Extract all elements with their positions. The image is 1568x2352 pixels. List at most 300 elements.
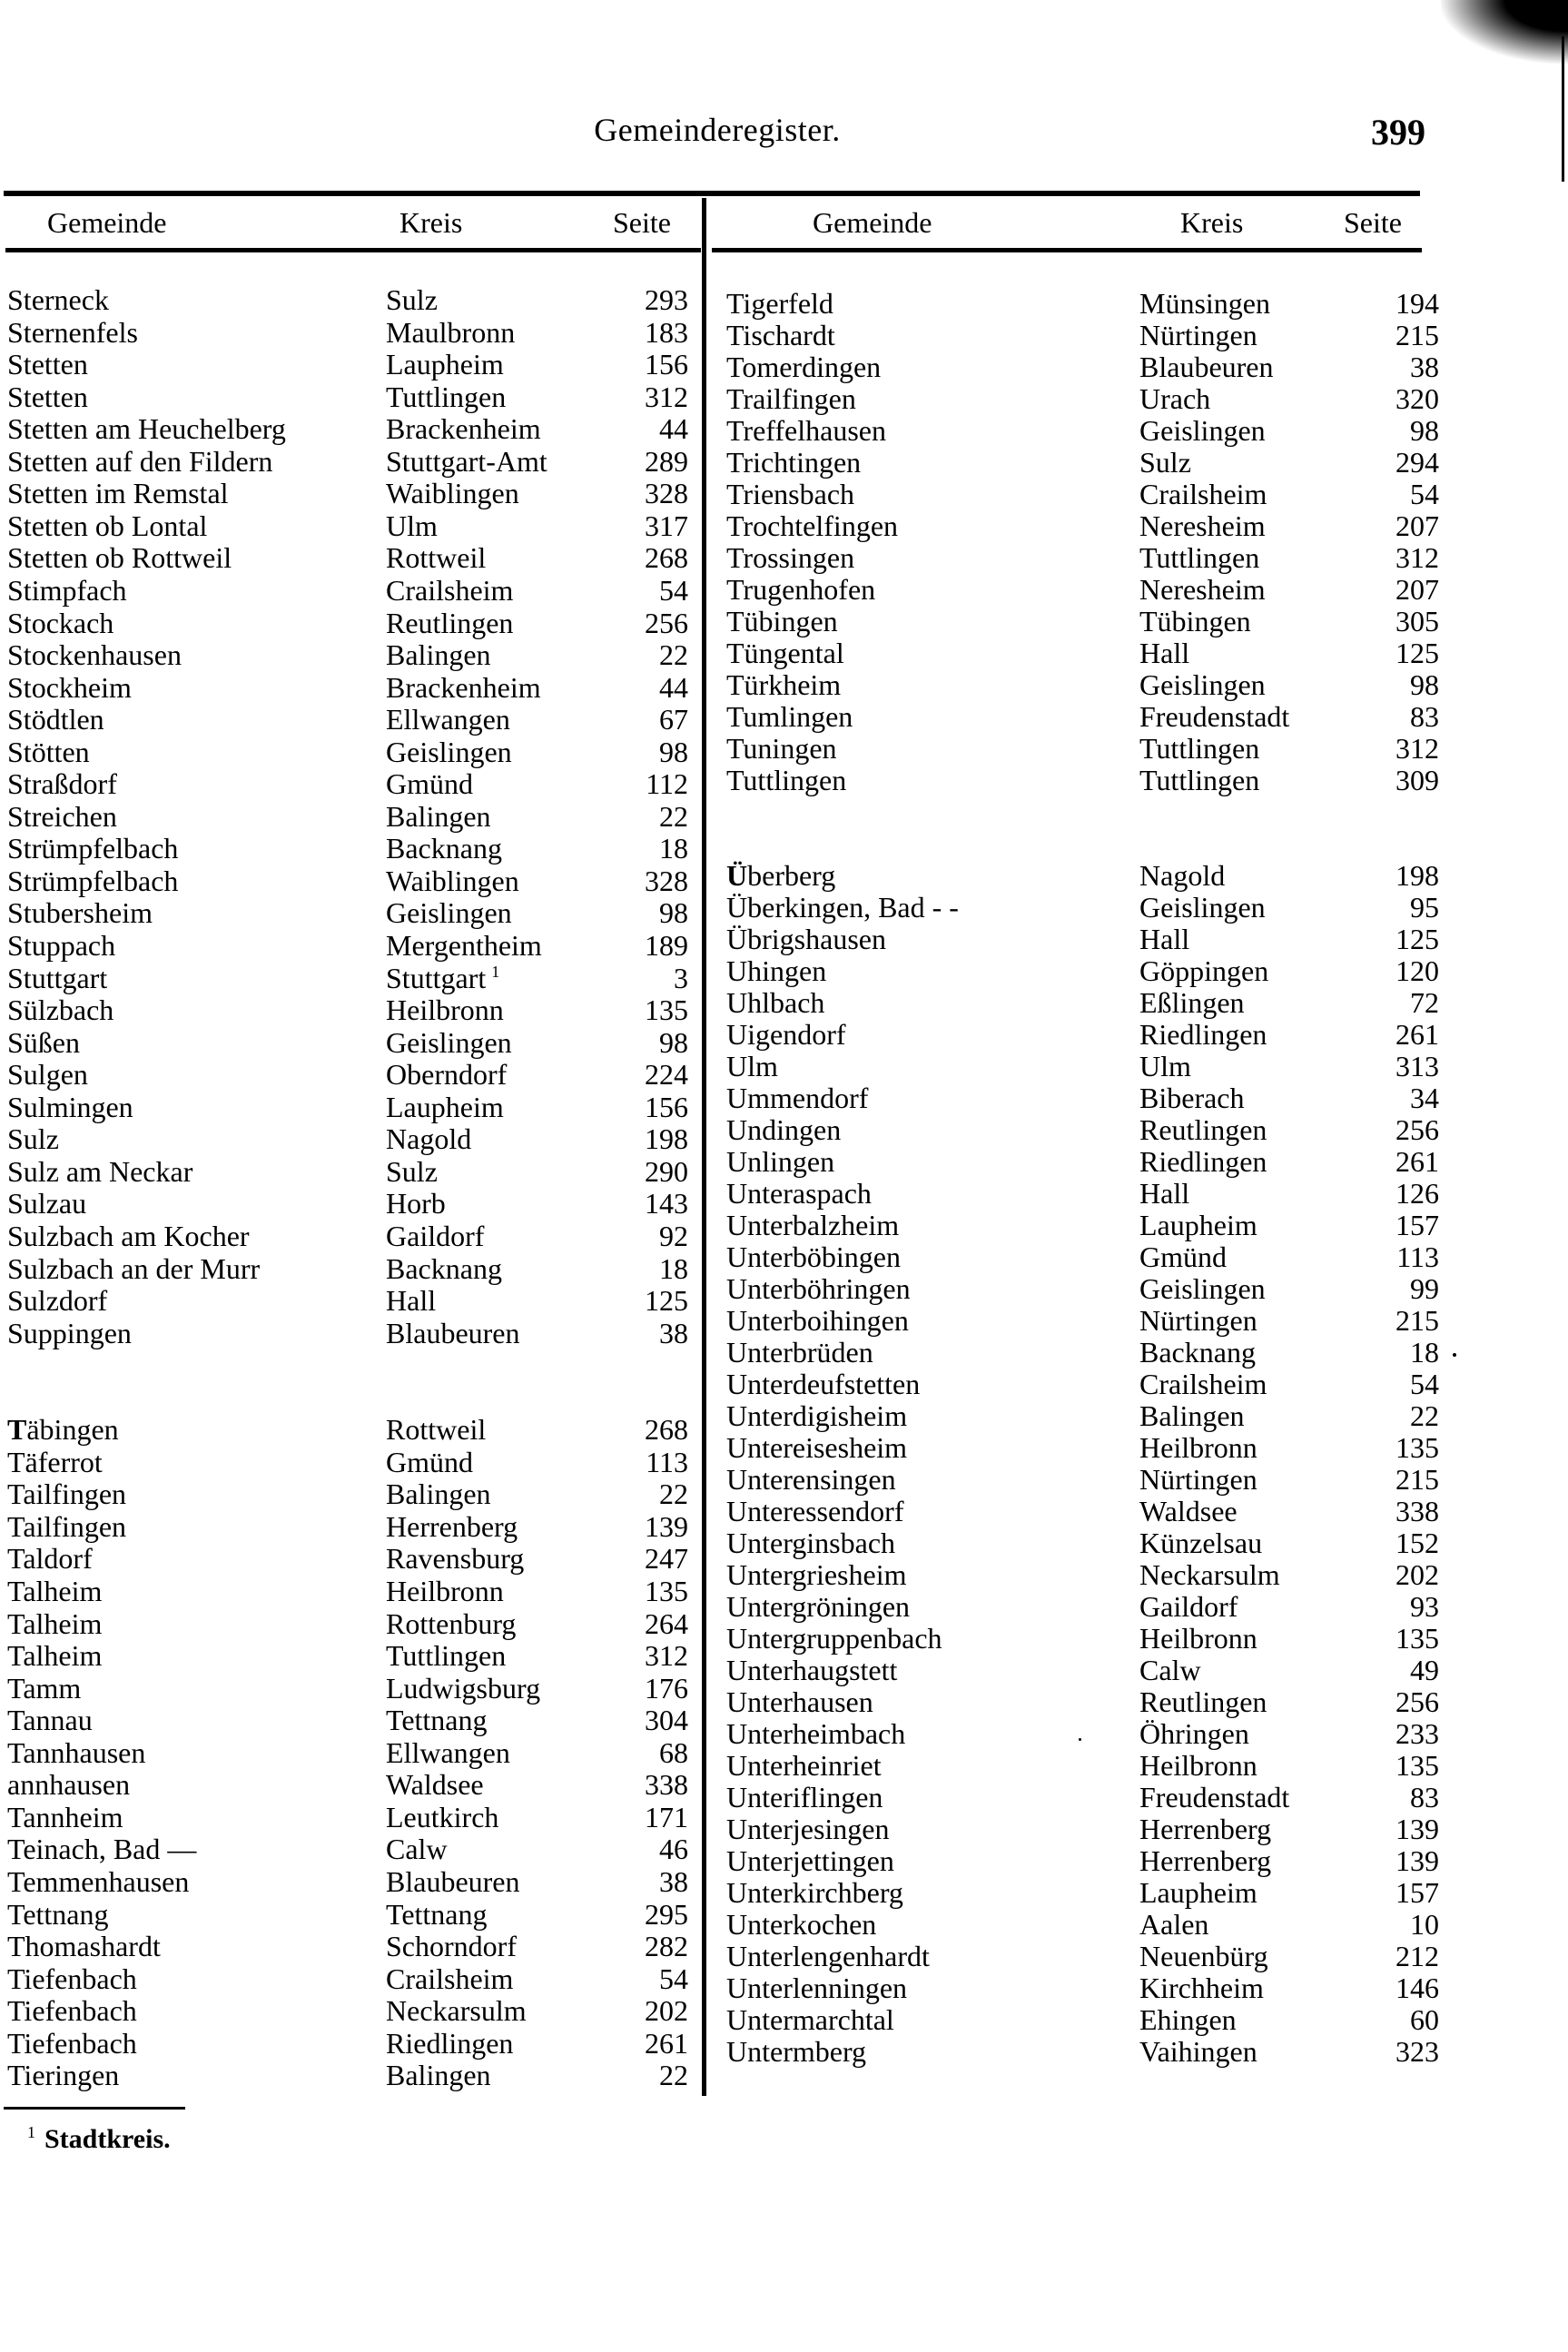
kreis-text: Hall xyxy=(1139,1177,1190,1210)
kreis-name xyxy=(1139,1685,1267,1718)
kreis-text: Balingen xyxy=(1139,1399,1245,1432)
kreis-text: Göppingen xyxy=(1139,954,1269,987)
kreis-text: Neuenbürg xyxy=(1139,1940,1268,1972)
gemeinde-name: Unterjettingen xyxy=(726,1844,894,1877)
page-reference: 135 xyxy=(1395,1431,1439,1464)
footnote-mark: 1 xyxy=(27,2123,35,2141)
page-reference: 22 xyxy=(659,1477,688,1511)
page-reference: 294 xyxy=(1395,446,1439,479)
page-reference: 18 xyxy=(659,1251,688,1285)
kreis-name xyxy=(386,962,499,994)
kreis-text: Oberndorf xyxy=(386,1058,508,1092)
header-bottom-rule-right xyxy=(712,248,1422,252)
page-reference: 256 xyxy=(645,606,688,639)
scan-speck xyxy=(1079,1738,1081,1741)
page-reference: 38 xyxy=(659,1316,688,1349)
kreis-name xyxy=(1139,1527,1262,1559)
page-reference: 22 xyxy=(659,799,688,833)
kreis-name xyxy=(1139,1145,1267,1178)
kreis-text: Backnang xyxy=(386,1251,502,1285)
kreis-text: Riedlingen xyxy=(1139,1018,1267,1051)
kreis-name xyxy=(1139,891,1266,924)
gemeinde-name: Stimpfach xyxy=(7,573,127,607)
kreis-name xyxy=(386,1704,488,1736)
kreis-text: Herrenberg xyxy=(1139,1844,1272,1877)
gemeinde-name: Untergruppenbach xyxy=(726,1622,942,1655)
gemeinde-name: Strümpfelbach xyxy=(7,864,179,897)
kreis-name xyxy=(386,1865,520,1898)
kreis-text: Sulz xyxy=(386,1154,438,1188)
kreis-name xyxy=(386,1284,436,1317)
gemeinde-name: Uhlbach xyxy=(726,986,825,1019)
kreis-name xyxy=(386,1672,540,1705)
kreis-name xyxy=(1139,1940,1268,1972)
kreis-text: Gmünd xyxy=(386,1445,473,1478)
page-reference: 207 xyxy=(1395,573,1439,606)
page-reference: 268 xyxy=(645,541,688,575)
page-reference: 98 xyxy=(659,896,688,930)
kreis-name xyxy=(386,1091,504,1123)
gemeinde-name: Unterheinriet xyxy=(726,1749,882,1782)
kreis-name xyxy=(386,509,438,542)
page-reference: 212 xyxy=(1395,1940,1439,1972)
page-reference: 38 xyxy=(1410,351,1439,383)
gemeinde-name: Unterdeufstetten xyxy=(726,1368,921,1400)
kreis-name xyxy=(386,1962,513,1995)
kreis-text: Hall xyxy=(1139,637,1190,669)
kreis-name xyxy=(1139,1209,1257,1241)
kreis-text: Hall xyxy=(1139,923,1190,955)
kreis-name xyxy=(386,1575,504,1607)
gemeinde-name: Tieringen xyxy=(7,2059,120,2092)
gemeinde-name: Tannhausen xyxy=(7,1735,146,1769)
kreis-name xyxy=(1139,1622,1257,1655)
gemeinde-name: Stetten auf den Fildern xyxy=(7,444,273,478)
kreis-name xyxy=(386,607,513,639)
page-reference: 113 xyxy=(646,1445,688,1478)
kreis-name xyxy=(1139,764,1259,796)
kreis-name xyxy=(386,1058,507,1091)
kreis-text: Ellwangen xyxy=(386,1735,510,1769)
kreis-name xyxy=(386,1801,498,1833)
kreis-text: Biberach xyxy=(1139,1082,1245,1114)
gemeinde-name: Tamm xyxy=(7,1671,82,1705)
page-reference: 317 xyxy=(645,509,688,542)
gemeinde-name: Stubersheim xyxy=(7,896,153,930)
kreis-text: Gmünd xyxy=(1139,1240,1227,1273)
kreis-text: Vaihingen xyxy=(1139,2035,1257,2068)
gemeinde-name: Täferrot xyxy=(7,1445,103,1478)
page-reference: 143 xyxy=(645,1187,688,1220)
kreis-name xyxy=(1139,1336,1256,1369)
gemeinde-name: Tischardt xyxy=(726,319,835,351)
kreis-name xyxy=(1139,1717,1249,1750)
gemeinde-name: Sulz xyxy=(7,1122,59,1156)
kreis-text: Reutlingen xyxy=(386,606,514,639)
kreis-name xyxy=(1139,986,1245,1019)
kreis-name xyxy=(1139,637,1189,669)
kreis-name xyxy=(386,800,491,833)
kreis-text: Gmünd xyxy=(386,767,473,801)
page-reference: 171 xyxy=(645,1800,688,1833)
kreis-name xyxy=(1139,1082,1245,1114)
kreis-name xyxy=(386,767,473,800)
page-reference: 22 xyxy=(659,2059,688,2092)
gemeinde-name: Stockenhausen xyxy=(7,638,182,672)
page-reference: 312 xyxy=(1395,541,1439,574)
page-reference: 320 xyxy=(1395,382,1439,415)
kreis-text: Sulz xyxy=(386,283,438,316)
page-reference: 157 xyxy=(1395,1876,1439,1909)
gemeinde-name: Unterlengenhardt xyxy=(726,1940,930,1972)
kreis-text: Freudenstadt xyxy=(1139,1781,1290,1813)
kreis-name xyxy=(1139,287,1270,320)
page-reference: 68 xyxy=(659,1735,688,1769)
gemeinde-name: Temmenhausen xyxy=(7,1864,190,1898)
gemeinde-name: Trugenhofen xyxy=(726,573,876,606)
kreis-text: Leutkirch xyxy=(386,1800,499,1833)
kreis-text: Laupheim xyxy=(386,1090,504,1123)
kreis-text: Ludwigsburg xyxy=(386,1671,541,1705)
kreis-name xyxy=(386,1220,484,1252)
gemeinde-name: Straßdorf xyxy=(7,767,117,801)
gemeinde-name: Undingen xyxy=(726,1113,842,1146)
page-reference: 293 xyxy=(645,283,688,316)
kreis-name xyxy=(1139,541,1259,574)
kreis-text: Balingen xyxy=(386,1477,491,1511)
kreis-name xyxy=(386,703,510,736)
kreis-text: Crailsheim xyxy=(386,1962,514,1995)
gemeinde-name: Stetten ob Rottweil xyxy=(7,541,232,575)
kreis-name xyxy=(386,1898,488,1931)
kreis-name xyxy=(1139,1304,1257,1337)
page-reference: 183 xyxy=(645,315,688,349)
kreis-text: Neckarsulm xyxy=(386,1994,527,2028)
kreis-text: Waiblingen xyxy=(386,477,519,510)
kreis-text: Riedlingen xyxy=(386,2026,514,2060)
kreis-text: Sulz xyxy=(1139,446,1191,479)
page-reference: 126 xyxy=(1395,1177,1439,1210)
gemeinde-name: Sulzbach an der Murr xyxy=(7,1251,261,1285)
kreis-text: Neckarsulm xyxy=(1139,1558,1280,1591)
gemeinde-name: Teinach, Bad — xyxy=(7,1833,197,1866)
gemeinde-name: Tailfingen xyxy=(7,1477,127,1511)
gemeinde-name: Sulz am Neckar xyxy=(7,1154,193,1188)
gemeinde-name: Trochtelfingen xyxy=(726,509,899,542)
page-reference: 312 xyxy=(1395,732,1439,765)
kreis-text: Geislingen xyxy=(386,735,512,768)
gemeinde-name: Trossingen xyxy=(726,541,855,574)
kreis-name xyxy=(386,541,486,574)
kreis-name xyxy=(386,1446,473,1478)
kreis-text: Waldsee xyxy=(1139,1495,1238,1527)
gemeinde-name: Überberg xyxy=(726,859,836,892)
gemeinde-name: Unteressendorf xyxy=(726,1495,904,1527)
gemeinde-name: Stockheim xyxy=(7,670,132,704)
page-reference: 44 xyxy=(659,412,688,446)
page-reference: 135 xyxy=(645,993,688,1027)
page-reference: 157 xyxy=(1395,1209,1439,1241)
kreis-name xyxy=(1139,2035,1257,2068)
page-reference: 305 xyxy=(1395,605,1439,637)
page-reference: 152 xyxy=(1395,1527,1439,1559)
page-reference: 38 xyxy=(659,1864,688,1898)
page-reference: 54 xyxy=(659,1962,688,1995)
kreis-name xyxy=(1139,859,1225,892)
right-header-seite: Seite xyxy=(1344,206,1402,239)
page-reference: 92 xyxy=(659,1219,688,1252)
gemeinde-name: Übrigshausen xyxy=(726,923,886,955)
kreis-text: Nagold xyxy=(386,1122,472,1156)
kreis-name xyxy=(386,1542,524,1575)
gemeinde-name: Stetten ob Lontal xyxy=(7,509,208,542)
gemeinde-name: Tiefenbach xyxy=(7,1994,137,2028)
kreis-text: Geislingen xyxy=(1139,891,1266,924)
kreis-name xyxy=(1139,732,1259,765)
scan-corner-shadow xyxy=(1441,0,1568,64)
gemeinde-name: Tübingen xyxy=(726,605,838,637)
page-reference: 135 xyxy=(1395,1622,1439,1655)
kreis-text: Nürtingen xyxy=(1139,319,1257,351)
kreis-text: Öhringen xyxy=(1139,1717,1249,1750)
gemeinde-name: Stetten xyxy=(7,380,88,413)
page-reference: 312 xyxy=(645,380,688,413)
kreis-text: Reutlingen xyxy=(1139,1113,1267,1146)
gemeinde-name: Tannau xyxy=(7,1704,93,1737)
page-reference: 44 xyxy=(659,670,688,704)
kreis-text: Rottweil xyxy=(386,541,487,575)
kreis-name xyxy=(386,1317,520,1349)
kreis-text: Urach xyxy=(1139,382,1211,415)
kreis-text: Crailsheim xyxy=(386,573,514,607)
kreis-name xyxy=(386,929,542,962)
kreis-name xyxy=(1139,351,1274,383)
gemeinde-name: Unterdigisheim xyxy=(726,1399,908,1432)
kreis-name xyxy=(1139,1654,1201,1686)
kreis-text: Nürtingen xyxy=(1139,1463,1257,1496)
gemeinde-name: Unterbalzheim xyxy=(726,1209,900,1241)
gemeinde-name: Triensbach xyxy=(726,478,855,510)
page-reference: 67 xyxy=(659,703,688,736)
kreis-name xyxy=(1139,573,1266,606)
kreis-text: Heilbronn xyxy=(386,1575,504,1607)
page-reference: 98 xyxy=(659,1025,688,1059)
page-reference: 135 xyxy=(1395,1749,1439,1782)
kreis-name xyxy=(1139,1272,1266,1305)
page-reference: 93 xyxy=(1410,1590,1439,1623)
page-reference: 83 xyxy=(1410,1781,1439,1813)
footnote-reference: 1 xyxy=(491,962,500,981)
page-reference: 309 xyxy=(1395,764,1439,796)
kreis-name xyxy=(1139,700,1289,733)
kreis-text: Ulm xyxy=(1139,1050,1191,1082)
page-reference: 202 xyxy=(645,1994,688,2028)
kreis-text: Laupheim xyxy=(1139,1876,1257,1909)
kreis-name xyxy=(386,671,541,704)
gemeinde-name: Talheim xyxy=(7,1606,103,1640)
kreis-name xyxy=(1139,954,1268,987)
kreis-name xyxy=(386,832,502,865)
kreis-name xyxy=(1139,446,1191,479)
page-reference: 10 xyxy=(1410,1908,1439,1941)
kreis-name xyxy=(1139,923,1189,955)
kreis-text: Ehingen xyxy=(1139,2003,1237,2036)
page-reference: 54 xyxy=(659,573,688,607)
kreis-text: Heilbronn xyxy=(386,993,504,1027)
kreis-text: Tuttlingen xyxy=(1139,541,1260,574)
gemeinde-name: Sulzdorf xyxy=(7,1284,108,1318)
page-reference: 256 xyxy=(1395,1113,1439,1146)
scan-speck xyxy=(1453,1353,1456,1357)
kreis-text: Tuttlingen xyxy=(386,1639,507,1673)
kreis-text: Nürtingen xyxy=(1139,1304,1257,1337)
gemeinde-name: Ummendorf xyxy=(726,1082,869,1114)
kreis-name xyxy=(1139,605,1251,637)
gemeinde-name: Täbingen xyxy=(7,1413,119,1447)
column-divider xyxy=(702,198,706,2096)
kreis-name xyxy=(386,1768,484,1801)
gemeinde-name: Sülzbach xyxy=(7,993,114,1027)
page-reference: 224 xyxy=(645,1058,688,1092)
kreis-text: Reutlingen xyxy=(1139,1685,1267,1718)
kreis-text: Ellwangen xyxy=(386,703,510,736)
kreis-name xyxy=(386,316,515,349)
kreis-text: Heilbronn xyxy=(1139,1622,1257,1655)
gemeinde-name: Stetten xyxy=(7,348,88,381)
page-number: 399 xyxy=(1371,112,1425,153)
kreis-name xyxy=(386,1477,491,1510)
kreis-text: Blaubeuren xyxy=(386,1316,520,1349)
kreis-name xyxy=(386,1994,527,2027)
gemeinde-name: Stetten im Remstal xyxy=(7,477,229,510)
kreis-name xyxy=(1139,1177,1189,1210)
gemeinde-name: annhausen xyxy=(7,1768,131,1802)
kreis-text: Tettnang xyxy=(386,1897,488,1931)
page-reference: 215 xyxy=(1395,319,1439,351)
kreis-name xyxy=(386,348,504,380)
kreis-name xyxy=(386,1510,518,1543)
gemeinde-name: Unterböhringen xyxy=(726,1272,911,1305)
kreis-text: Eßlingen xyxy=(1139,986,1245,1019)
kreis-name xyxy=(1139,1368,1267,1400)
page-reference: 233 xyxy=(1395,1717,1439,1750)
page-reference: 313 xyxy=(1395,1050,1439,1082)
gemeinde-name: Unterhausen xyxy=(726,1685,873,1718)
page-reference: 198 xyxy=(645,1122,688,1156)
kreis-text: Stuttgart-Amt xyxy=(386,444,547,478)
page-reference: 156 xyxy=(645,1090,688,1123)
page-reference: 60 xyxy=(1410,2003,1439,2036)
page-reference: 135 xyxy=(645,1575,688,1607)
kreis-text: Nagold xyxy=(1139,859,1226,892)
kreis-name xyxy=(386,1026,512,1059)
kreis-name xyxy=(386,2059,491,2091)
page-reference: 261 xyxy=(1395,1145,1439,1178)
kreis-name xyxy=(1139,1749,1257,1782)
page-reference: 98 xyxy=(1410,414,1439,447)
gemeinde-name: Unterensingen xyxy=(726,1463,896,1496)
kreis-text: Rottweil xyxy=(386,1413,487,1447)
gemeinde-name: Sulzau xyxy=(7,1187,87,1220)
page-reference: 54 xyxy=(1410,478,1439,510)
kreis-text: Künzelsau xyxy=(1139,1527,1263,1559)
page-reference: 99 xyxy=(1410,1272,1439,1305)
kreis-text: Geislingen xyxy=(386,896,512,930)
gemeinde-name: Tailfingen xyxy=(7,1509,127,1543)
kreis-text: Gaildorf xyxy=(386,1219,485,1252)
gemeinde-name: Stuttgart xyxy=(7,961,108,994)
footnote-text: Stadtkreis. xyxy=(44,2124,171,2154)
kreis-text: Ravensburg xyxy=(386,1542,525,1576)
gemeinde-name: Türkheim xyxy=(726,668,842,701)
kreis-text: Laupheim xyxy=(1139,1209,1257,1241)
gemeinde-name: Talheim xyxy=(7,1639,103,1673)
gemeinde-name: Thomashardt xyxy=(7,1930,161,1963)
kreis-name xyxy=(386,283,438,316)
kreis-name xyxy=(386,1833,448,1865)
page-reference: 289 xyxy=(645,444,688,478)
kreis-text: Blaubeuren xyxy=(1139,351,1274,383)
gemeinde-name: Unterhaugstett xyxy=(726,1654,898,1686)
page-reference: 261 xyxy=(1395,1018,1439,1051)
kreis-text: Schorndorf xyxy=(386,1930,517,1963)
gemeinde-name: Tettnang xyxy=(7,1897,109,1931)
gemeinde-name: Unlingen xyxy=(726,1145,835,1178)
kreis-text: Balingen xyxy=(386,638,491,672)
running-title: Gemeinderegister. xyxy=(594,112,841,148)
kreis-text: Neresheim xyxy=(1139,509,1266,542)
kreis-name xyxy=(386,1736,510,1769)
page-reference: 207 xyxy=(1395,509,1439,542)
kreis-name xyxy=(386,865,519,897)
gemeinde-name: Suppingen xyxy=(7,1316,132,1349)
kreis-name xyxy=(386,1639,506,1672)
page-reference: 194 xyxy=(1395,287,1439,320)
gemeinde-name: Stuppach xyxy=(7,929,116,962)
gemeinde-name: Unteriflingen xyxy=(726,1781,883,1813)
footnote-rule xyxy=(4,2107,185,2110)
page-reference: 22 xyxy=(659,638,688,672)
kreis-name xyxy=(1139,414,1266,447)
kreis-name xyxy=(1139,1972,1264,2004)
kreis-name xyxy=(386,574,513,607)
gemeinde-name: Streichen xyxy=(7,799,117,833)
page-reference: 139 xyxy=(1395,1813,1439,1845)
page-reference: 139 xyxy=(1395,1844,1439,1877)
page-reference: 261 xyxy=(645,2026,688,2060)
gemeinde-name: Tiefenbach xyxy=(7,2026,137,2060)
table-top-rule xyxy=(4,191,1420,196)
page-reference: 95 xyxy=(1410,891,1439,924)
kreis-text: Tettnang xyxy=(386,1704,488,1737)
gemeinde-name: Tomerdingen xyxy=(726,351,882,383)
kreis-text: Waiblingen xyxy=(386,864,519,897)
kreis-name xyxy=(386,412,541,445)
page-reference: 328 xyxy=(645,864,688,897)
kreis-text: Geislingen xyxy=(1139,414,1266,447)
kreis-name xyxy=(1139,1908,1208,1941)
page-reference: 146 xyxy=(1395,1972,1439,2004)
kreis-name xyxy=(1139,1113,1267,1146)
kreis-name xyxy=(386,1122,471,1155)
kreis-name xyxy=(1139,1463,1257,1496)
gemeinde-name: Tannheim xyxy=(7,1800,123,1833)
kreis-text: Brackenheim xyxy=(386,412,541,446)
kreis-text: Neresheim xyxy=(1139,573,1266,606)
kreis-text: Freudenstadt xyxy=(1139,700,1290,733)
page-reference: 139 xyxy=(645,1509,688,1543)
page-reference: 189 xyxy=(645,929,688,962)
